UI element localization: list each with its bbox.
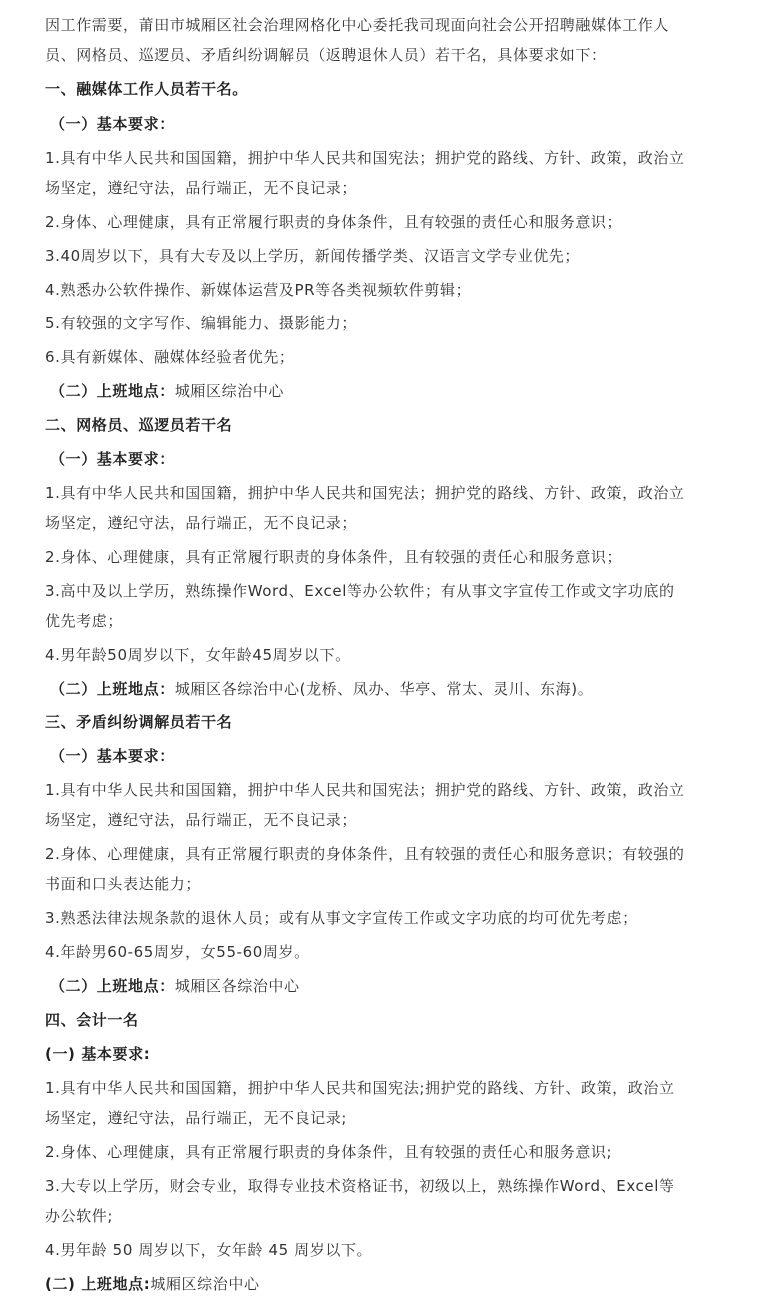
section-1-location (50, 384, 284, 399)
section-1-item-3: 3.40周岁以下，具有大专及以上学历，新闻传播学类、汉语言文学专业优先； (45, 247, 581, 265)
intro-line-2: 员、网格员、巡逻员、矛盾纠纷调解员（返聘退休人员）若干名，具体要求如下： (45, 46, 607, 64)
location-value: 城厢区各综治中心(龙桥、凤办、华亭、常太、灵川、东海)。 (174, 680, 594, 698)
section-3-item-1-line-1: 1.具有中华人民共和国国籍，拥护中华人民共和国宪法；拥护党的路线、方针、政策，政治立 (45, 781, 685, 799)
section-1-item-6: 6.具有新媒体、融媒体经验者优先； (45, 348, 295, 366)
section-3-title: 三、矛盾纠纷调解员若干名 (45, 713, 233, 731)
section-2-location (50, 682, 593, 697)
section-4-title: 四、会计一名 (45, 1011, 139, 1029)
section-1-title: 一、融媒体工作人员若干名。 (45, 80, 248, 98)
section-4-item-1-line-2: 场坚定，遵纪守法，品行端正，无不良记录; (45, 1109, 348, 1127)
intro-line-1: 因工作需要，莆田市城厢区社会治理网格化中心委托我司现面向社会公开招聘融媒体工作人 (45, 16, 670, 34)
location-label: (二) 上班地点: (45, 1275, 151, 1293)
section-4-requirements-label: (一) 基本要求: (45, 1045, 151, 1063)
section-3-requirements-label: （一）基本要求： (50, 747, 175, 765)
section-2-item-1-line-1: 1.具有中华人民共和国国籍，拥护中华人民共和国宪法；拥护党的路线、方针、政策，政治立 (45, 484, 685, 502)
section-2-title: 二、网格员、巡逻员若干名 (45, 416, 233, 434)
section-2-item-2: 2.身体、心理健康，具有正常履行职责的身体条件，且有较强的责任心和服务意识； (45, 548, 623, 566)
location-value: 城厢区各综治中心 (174, 977, 300, 995)
section-1-item-1-line-1: 1.具有中华人民共和国国籍，拥护中华人民共和国宪法；拥护党的路线、方针、政策，政治立 (45, 149, 685, 167)
location-label: （二）上班地点： (50, 382, 175, 400)
section-3-item-3: 3.熟悉法律法规条款的退休人员；或有从事文字宣传工作或文字功底的均可优先考虑； (45, 909, 638, 927)
section-2-item-3-line-2: 优先考虑； (45, 612, 124, 630)
section-3-item-2-line-2: 书面和口头表达能力； (45, 875, 202, 893)
section-4-item-3-line-1: 3.大专以上学历，财会专业，取得专业技术资格证书，初级以上，熟练操作Word、Excel等 (45, 1177, 675, 1195)
section-1-item-2: 2.身体、心理健康，具有正常履行职责的身体条件，且有较强的责任心和服务意识； (45, 213, 623, 231)
section-4-item-1-line-1: 1.具有中华人民共和国国籍，拥护中华人民共和国宪法;拥护党的路线、方针、政策，政治立 (45, 1079, 675, 1097)
section-2-item-3-line-1: 3.高中及以上学历，熟练操作Word、Excel等办公软件；有从事文字宣传工作或文字功底的 (45, 582, 675, 600)
section-1-item-4: 4.熟悉办公软件操作、新媒体运营及PR等各类视频软件剪辑； (45, 281, 472, 299)
section-4-item-2: 2.身体、心理健康，具有正常履行职责的身体条件，且有较强的责任心和服务意识; (45, 1143, 613, 1161)
section-4-item-4: 4.男年龄 50 周岁以下，女年龄 45 周岁以下。 (45, 1241, 373, 1259)
section-3-location (50, 979, 300, 994)
section-3-item-2-line-1: 2.身体、心理健康，具有正常履行职责的身体条件，且有较强的责任心和服务意识；有较强的 (45, 845, 685, 863)
location-label: （二）上班地点： (50, 977, 175, 995)
section-1-requirements-label: （一）基本要求： (50, 115, 175, 133)
location-value: 城厢区综治中心 (174, 382, 285, 400)
section-3-item-1-line-2: 场坚定，遵纪守法，品行端正，无不良记录； (45, 811, 358, 829)
location-label: （二）上班地点： (50, 680, 175, 698)
location-value: 城厢区综治中心 (150, 1275, 260, 1293)
section-2-requirements-label: （一）基本要求： (50, 450, 175, 468)
section-2-item-1-line-2: 场坚定，遵纪守法，品行端正，无不良记录； (45, 514, 358, 532)
section-4-location (45, 1277, 260, 1292)
section-1-item-1-line-2: 场坚定，遵纪守法，品行端正，无不良记录； (45, 179, 358, 197)
section-4-item-3-line-2: 办公软件; (45, 1207, 114, 1225)
section-2-item-4: 4.男年龄50周岁以下，女年龄45周岁以下。 (45, 646, 351, 664)
section-1-item-5: 5.有较强的文字写作、编辑能力、摄影能力； (45, 314, 357, 332)
section-3-item-4: 4.年龄男60-65周岁，女55-60周岁。 (45, 943, 310, 961)
